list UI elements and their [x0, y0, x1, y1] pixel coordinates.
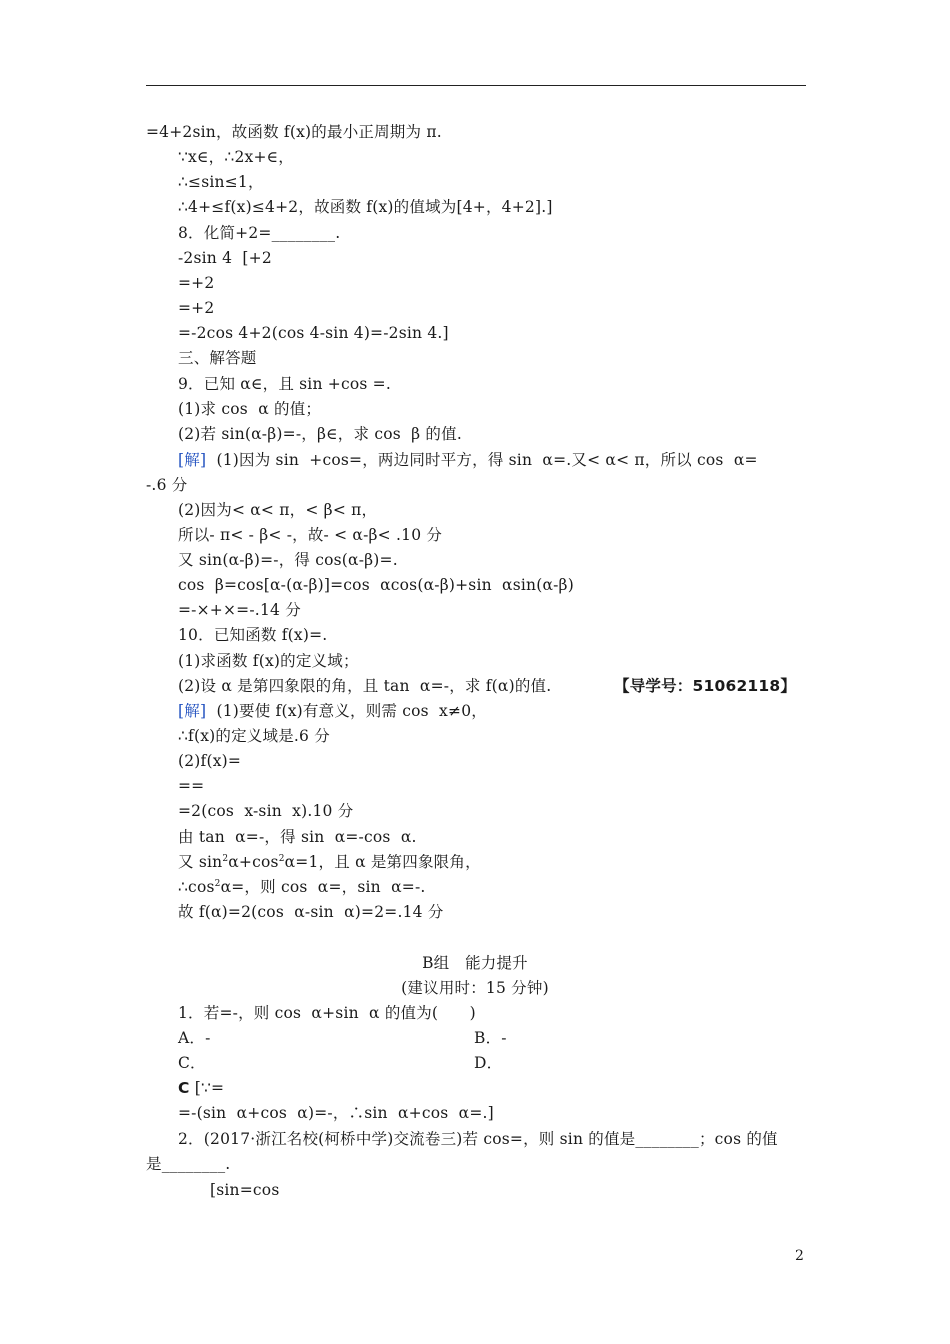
- text-line: =2(cos x-sin x).10 分: [178, 802, 354, 820]
- text-line: 由 tan α=-，得 sin α=-cos α.: [178, 828, 417, 846]
- text-fragment: 又 sin: [178, 853, 223, 871]
- guide-code: 【导学号：51062118】: [614, 677, 797, 695]
- question-2: 2．(2017·浙江名校(柯桥中学)交流卷三)若 cos=，则 sin 的值是________；cos 的值: [178, 1130, 778, 1148]
- page-number: 2: [795, 1248, 804, 1264]
- text-line: =-2cos 4+2(cos 4-sin 4)=-2sin 4.]: [178, 324, 449, 342]
- text-fragment: α+cos: [228, 853, 279, 871]
- text-line: [178, 852, 481, 872]
- option-b: B．-: [474, 1029, 507, 1047]
- text-line: [178, 877, 426, 897]
- text-line: cos β=cos[α-(α-β)]=cos αcos(α-β)+sin αsin(α-β): [178, 576, 574, 594]
- text-line: =+2: [178, 274, 215, 292]
- text-line: ==: [178, 777, 205, 795]
- answer-line: [178, 1078, 224, 1098]
- text-line: 又 sin(α-β)=-，得 cos(α-β)=.: [178, 551, 398, 569]
- solution-line: [178, 450, 758, 470]
- section-heading: 三、解答题: [178, 349, 257, 367]
- text-line: (2)因为< α< π，< β< π，: [178, 501, 378, 519]
- text-line: -.6 分: [146, 476, 188, 494]
- text-line: ∴f(x)的定义域是.6 分: [178, 727, 330, 745]
- question-9: 9．已知 α∈，且 sin +cos =.: [178, 375, 391, 393]
- solution-line: [178, 701, 487, 721]
- solution-text: (1)要使 f(x)有意义，则需 cos x≠0，: [206, 702, 487, 720]
- superscript: 2: [278, 854, 285, 864]
- superscript: 2: [222, 854, 229, 864]
- text-line: (2)f(x)=: [178, 752, 242, 770]
- text-line: =-×+×=-.14 分: [178, 601, 301, 619]
- text-line: [sin=cos: [210, 1181, 280, 1199]
- question-text: (2)设 α 是第四象限的角，且 tan α=-，求 f(α)的值.: [178, 677, 552, 695]
- header-rule: [146, 85, 806, 86]
- text-line: -2sin 4 [+2: [178, 249, 272, 267]
- text-line: 是________.: [146, 1155, 231, 1173]
- solution-tag: [解]: [178, 702, 207, 720]
- question-1: 1．若=-，则 cos α+sin α 的值为( ): [178, 1004, 476, 1022]
- solution-tag: [解]: [178, 451, 207, 469]
- section-title: B组 能力提升: [422, 954, 528, 972]
- text-line: ∵x∈，∴2x+∈，: [178, 148, 295, 166]
- text-line: (1)求函数 f(x)的定义域；: [178, 652, 359, 670]
- text-line: =-(sin α+cos α)=-，∴sin α+cos α=.]: [178, 1104, 494, 1122]
- text-line: [178, 676, 551, 696]
- solution-text: (1)因为 sin +cos=，两边同时平方，得 sin α=.又< α< π，所以 cos α=: [206, 451, 758, 469]
- text-fragment: ∴cos: [178, 878, 215, 896]
- text-line: 故 f(α)=2(cos α-sin α)=2=.14 分: [178, 903, 444, 921]
- text-line: (1)求 cos α 的值；: [178, 400, 322, 418]
- question-8: 8．化简+2=________.: [178, 224, 341, 242]
- text-fragment: α=，则 cos α=，sin α=-.: [220, 878, 426, 896]
- superscript: 2: [214, 879, 221, 889]
- text-line: 所以- π< - β< -，故- < α-β< .10 分: [178, 526, 443, 544]
- text-fragment: α=1，且 α 是第四象限角，: [284, 853, 481, 871]
- section-subtitle: (建议用时：15 分钟): [401, 979, 549, 997]
- text-line: (2)若 sin(α-β)=-，β∈，求 cos β 的值.: [178, 425, 462, 443]
- text-line: =4+2sin，故函数 f(x)的最小正周期为 π.: [146, 123, 442, 141]
- option-d: D．: [474, 1054, 503, 1072]
- question-10: 10．已知函数 f(x)=.: [178, 626, 328, 644]
- option-a: A．-: [178, 1029, 211, 1047]
- text-line: =+2: [178, 299, 215, 317]
- answer-text: [∵=: [189, 1079, 225, 1097]
- text-line: ∴≤sin≤1，: [178, 173, 264, 191]
- answer-letter: C: [178, 1079, 190, 1097]
- text-line: ∴4+≤f(x)≤4+2，故函数 f(x)的值域为[4+，4+2].]: [178, 198, 553, 216]
- option-c: C．: [178, 1054, 206, 1072]
